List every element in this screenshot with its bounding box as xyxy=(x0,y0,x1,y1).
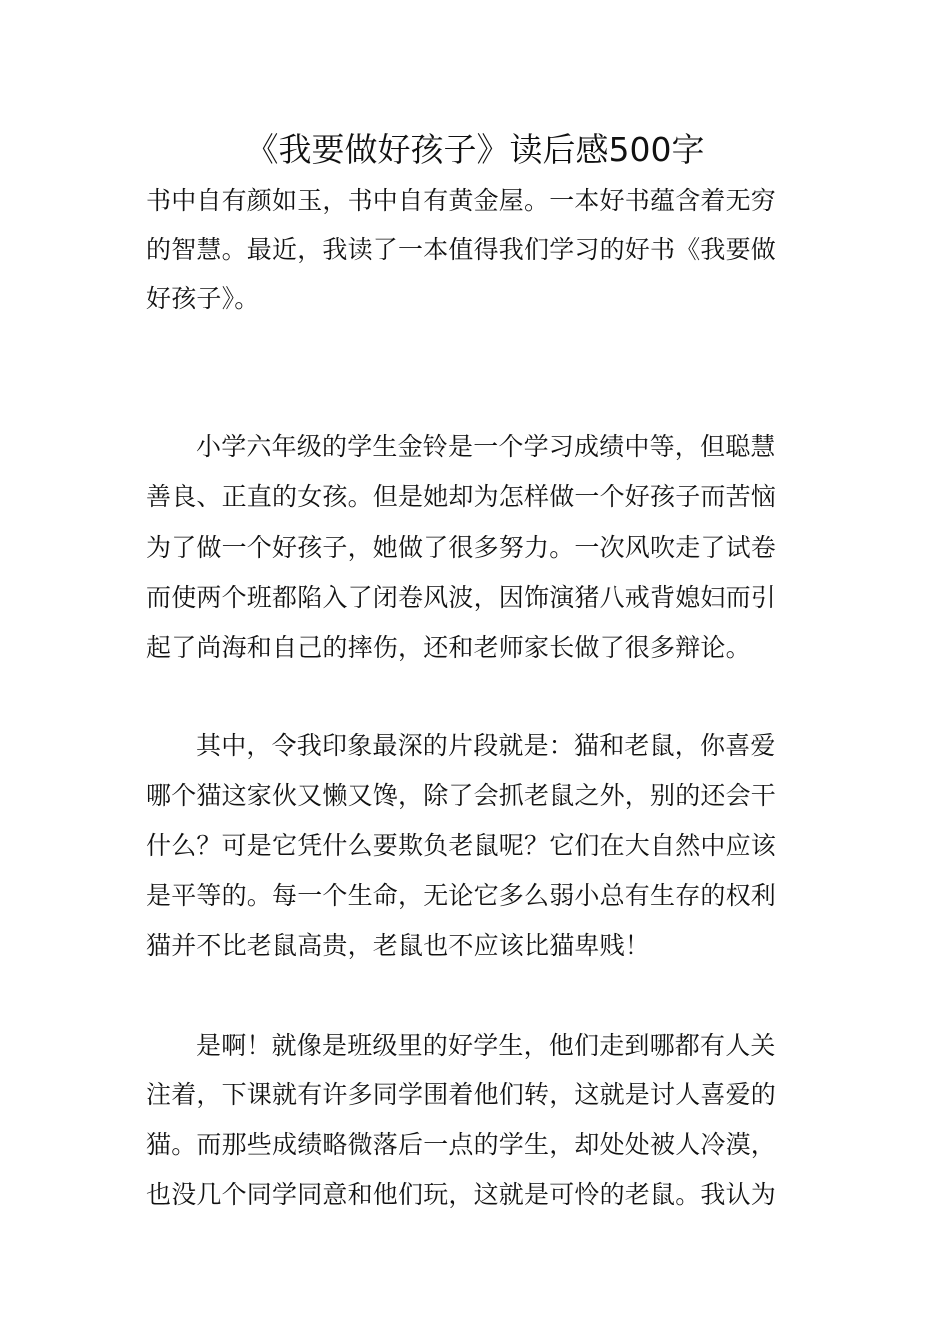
text-line: 哪个猫这家伙又懒又馋，除了会抓老鼠之外，别的还会干 xyxy=(146,781,777,810)
text-line: 好孩子》。 xyxy=(146,284,260,313)
text-line: 而使两个班都陷入了闭卷风波，因饰演猪八戒背媳妇而引 xyxy=(146,583,777,612)
text-line: 是平等的。每一个生命，无论它多么弱小总有生存的权利 xyxy=(146,881,777,910)
text-line: 书中自有颜如玉，书中自有黄金屋。一本好书蕴含着无穷 xyxy=(146,186,777,215)
text-line: 起了尚海和自己的摔伤，还和老师家长做了很多辩论。 xyxy=(146,633,751,662)
text-line: 猫并不比老鼠高贵，老鼠也不应该比猫卑贱！ xyxy=(146,931,651,960)
text-line: 善良、正直的女孩。但是她却为怎样做一个好孩子而苦恼 xyxy=(146,482,777,511)
document-title: 《我要做好孩子》读后感500字 xyxy=(245,130,705,169)
text-line: 什么？可是它凭什么要欺负老鼠呢？它们在大自然中应该 xyxy=(146,831,777,860)
text-line: 小学六年级的学生金铃是一个学习成绩中等，但聪慧 xyxy=(196,432,776,461)
text-line: 其中，令我印象最深的片段就是：猫和老鼠，你喜爱 xyxy=(196,731,776,760)
text-line: 的智慧。最近，我读了一本值得我们学习的好书《我要做 xyxy=(146,235,777,264)
text-line: 猫。而那些成绩略微落后一点的学生，却处处被人冷漠， xyxy=(146,1130,777,1159)
text-line: 也没几个同学同意和他们玩，这就是可怜的老鼠。我认为 xyxy=(146,1180,777,1209)
text-line: 注着，下课就有许多同学围着他们转，这就是讨人喜爱的 xyxy=(146,1080,777,1109)
text-line: 是啊！就像是班级里的好学生，他们走到哪都有人关 xyxy=(196,1031,776,1060)
text-line: 为了做一个好孩子，她做了很多努力。一次风吹走了试卷 xyxy=(146,533,777,562)
